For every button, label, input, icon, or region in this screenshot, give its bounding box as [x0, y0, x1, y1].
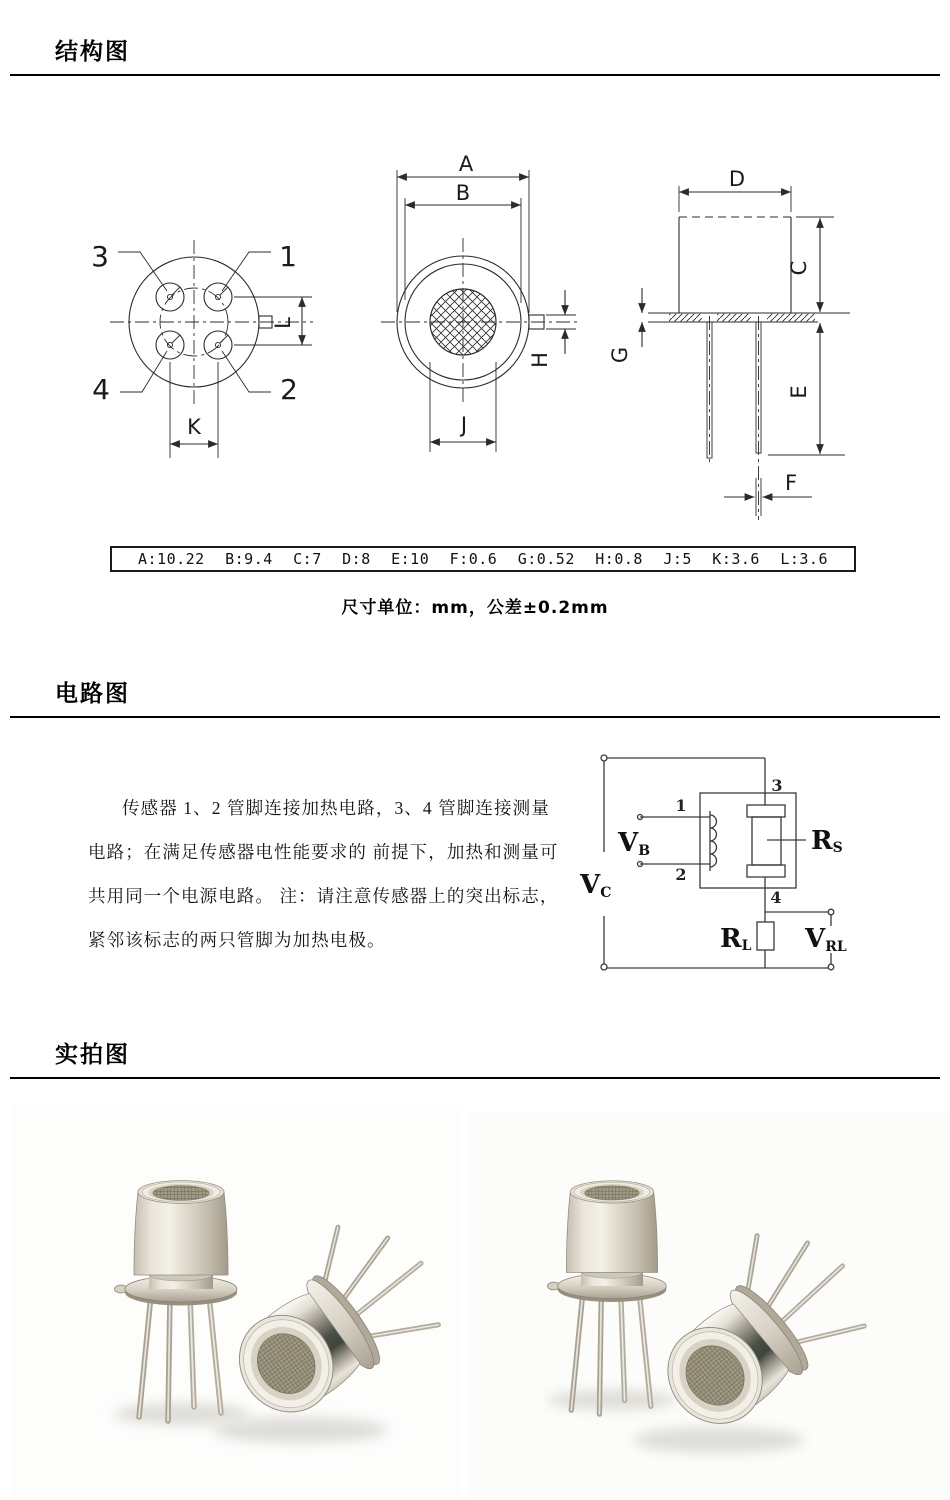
dimension-table: [110, 546, 856, 572]
side-view: [608, 167, 850, 520]
pin-hole: [156, 331, 184, 359]
pin-view: [91, 240, 313, 458]
circuit-pin-2: 2: [675, 865, 687, 884]
dim-label-e: E: [787, 385, 811, 399]
dim-value: D:8: [342, 550, 371, 568]
dim-value: F:0.6: [449, 550, 498, 568]
pin-hole: [204, 283, 232, 311]
dim-label-b: B: [455, 181, 471, 205]
dim-label-k: K: [187, 415, 201, 439]
pin-number-4: 4: [92, 373, 110, 406]
dim-label-g: G: [608, 346, 632, 364]
pin-hole: [204, 331, 232, 359]
circuit-pin-4: 4: [770, 888, 782, 907]
pin-number-2: 2: [280, 373, 298, 406]
section-divider: [10, 716, 940, 718]
vb-label: VB: [618, 828, 651, 859]
dim-value: B:9.4: [225, 550, 273, 568]
top-view: [381, 152, 578, 452]
circuit-schematic-svg: [555, 740, 885, 990]
dim-value: K:3.6: [712, 550, 760, 568]
pin-hole: [156, 283, 184, 311]
dim-label-d: D: [728, 167, 746, 191]
dim-value: C:7: [293, 550, 322, 568]
description-line: 共用同一个电源电路。 注：请注意传感器上的突出标志，: [88, 886, 559, 906]
rs-label: RS: [811, 826, 843, 856]
rl-label: RL: [720, 924, 752, 954]
section-title-photos: 实拍图: [55, 1042, 130, 1068]
photo-right: [468, 1112, 950, 1498]
section-divider: [10, 74, 940, 76]
section-divider: [10, 1077, 940, 1079]
vc-label: VC: [580, 870, 612, 901]
photo-left: [12, 1106, 460, 1498]
dim-label-c: C: [787, 260, 811, 276]
dim-label-a: A: [458, 152, 474, 176]
description-line: 传感器 1、2 管脚连接加热电路，3、4 管脚连接测量: [122, 798, 550, 818]
unit-note: 尺寸单位：mm，公差±0.2mm: [341, 598, 609, 618]
dim-value: G:0.52: [517, 550, 575, 568]
dim-value: A:10.22: [138, 550, 205, 568]
dim-value: E:10: [391, 550, 430, 568]
dim-label-j: J: [460, 413, 468, 437]
pin-number-1: 1: [279, 240, 297, 273]
vrl-label: VRL: [805, 924, 847, 955]
circuit-schematic: [579, 755, 847, 970]
pin-number-3: 3: [91, 240, 109, 273]
circuit-description: [88, 786, 559, 962]
dim-label-h: H: [528, 352, 552, 368]
dim-value: L:3.6: [780, 550, 828, 568]
dim-value: H:0.8: [595, 550, 643, 568]
dim-label-f: F: [784, 471, 798, 495]
structure-diagram-svg: [0, 90, 950, 535]
description-line: 电路；在满足传感器电性能要求的 前提下，加热和测量可: [88, 842, 559, 862]
section-title-circuit: 电路图: [55, 681, 130, 707]
circuit-pin-1: 1: [675, 796, 687, 815]
section-title-structure: 结构图: [55, 39, 130, 65]
description-line: 紧邻该标志的两只管脚为加热电极。: [88, 930, 386, 950]
product-photos-svg: [0, 1090, 950, 1500]
dim-label-l: L: [271, 317, 295, 329]
dim-value: J:5: [663, 550, 692, 568]
circuit-pin-3: 3: [771, 776, 783, 795]
